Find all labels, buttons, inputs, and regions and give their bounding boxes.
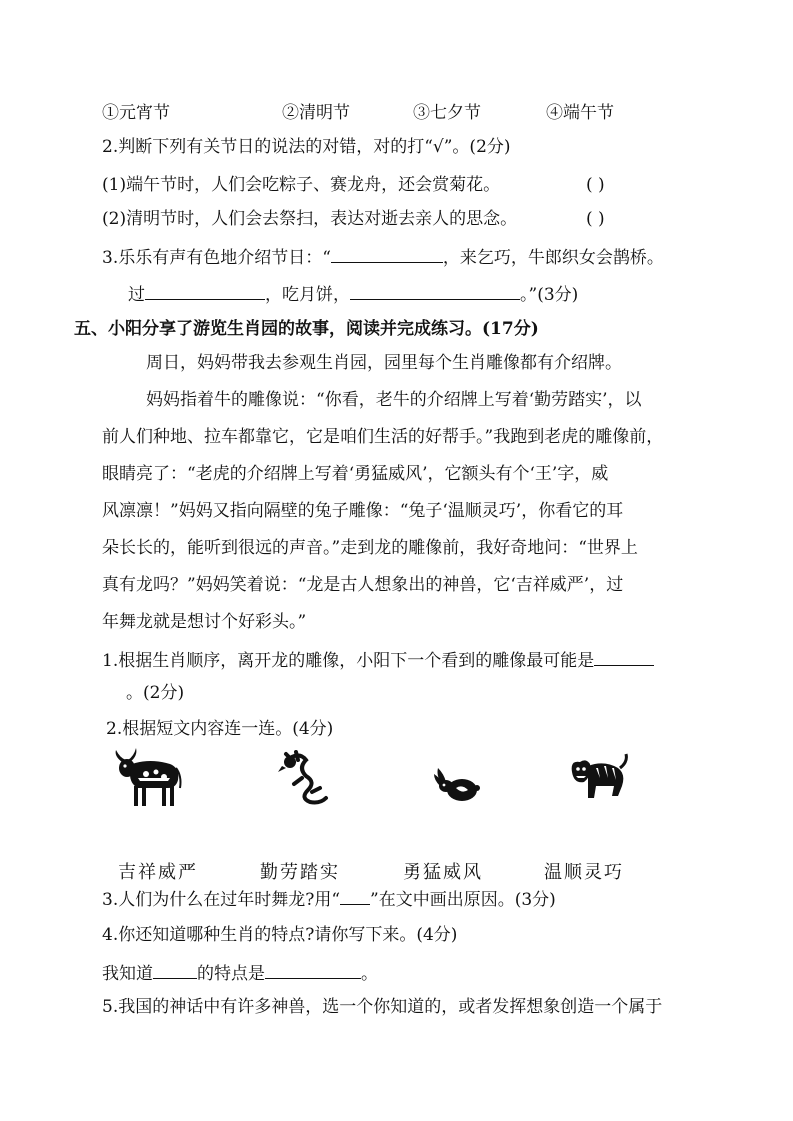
passage-line-4: 风凛凛！”妈妈又指向隔壁的兔子雕像：“兔子‘温顺灵巧’，你看它的耳 — [102, 501, 624, 521]
passage-line-3: 眼睛亮了：“老虎的介绍牌上写着‘勇猛威风’，它额头有个‘王’字，威 — [102, 464, 609, 484]
passage-line-1: 妈妈指着牛的雕像说：“你看，老牛的介绍牌上写着‘勤劳踏实’，以 — [146, 390, 642, 410]
s5-question-3-text-b: ”在文中画出原因。(3分) — [370, 890, 556, 910]
option-qingming: ②清明节 — [282, 103, 350, 123]
question-3-text-b: ，来乞巧，牛郎织女会鹊桥。 — [442, 248, 664, 268]
s5-question-4: 4.你还知道哪种生肖的特点?请你写下来。(4分) — [102, 925, 458, 945]
passage-line-5: 朵长长的，能听到很远的声音。”走到龙的雕像前，我好奇地问：“世界上 — [102, 538, 638, 558]
option-yuanxiao: ①元宵节 — [102, 103, 170, 123]
s5-question-1 — [102, 648, 654, 672]
section-5-title: 五、小阳分享了游览生肖园的故事，阅读并完成练习。(17分) — [74, 319, 539, 339]
question-3-line-1 — [102, 245, 664, 269]
question-3-line-2 — [128, 282, 578, 306]
s5-question-4-text-a: 我知道 — [102, 964, 153, 984]
option-qixi: ③七夕节 — [413, 103, 481, 123]
s5-question-5: 5.我国的神话中有许多神兽，选一个你知道的，或者发挥想象创造一个属于 — [102, 997, 663, 1017]
passage-line-7: 年舞龙就是想讨个好彩头。” — [102, 612, 307, 632]
caption-gentle: 温顺灵巧 — [544, 862, 624, 883]
answer-paren-1[interactable]: ( ) — [586, 175, 605, 195]
answer-blank-next-zodiac[interactable] — [594, 648, 654, 666]
passage-line-6: 真有龙吗？”妈妈笑着说：“龙是古人想象出的神兽，它‘吉祥威严’，过 — [102, 575, 624, 595]
ox-picture — [110, 744, 184, 810]
answer-blank-festival-1[interactable] — [331, 245, 443, 263]
caption-hardworking: 勤劳踏实 — [260, 862, 340, 883]
s5-question-3-text-a: 3.人们为什么在过年时舞龙?用“ — [102, 890, 341, 910]
answer-blank-festival-2[interactable] — [145, 282, 265, 300]
question-3-text-d: ，吃月饼， — [265, 285, 350, 305]
s5-question-4-text-b: 的特点是 — [197, 964, 265, 984]
underline-mark-sample — [340, 887, 370, 905]
question-2-item-1: (1)端午节时，人们会吃粽子、赛龙舟，还会赏菊花。 — [102, 175, 501, 195]
dragon-picture — [276, 748, 334, 808]
caption-auspicious: 吉祥威严 — [118, 862, 198, 883]
question-3-text-e: 。”(3分) — [520, 285, 579, 305]
s5-question-2: 2.根据短文内容连一连。(4分) — [106, 719, 334, 739]
s5-question-4-text-c: 。 — [361, 964, 378, 984]
question-2-stem: 2.判断下列有关节日的说法的对错，对的打“√”。(2分) — [102, 137, 511, 157]
tiger-picture — [566, 752, 630, 804]
caption-brave: 勇猛威风 — [403, 862, 483, 883]
s5-question-1-text: 1.根据生肖顺序，离开龙的雕像，小阳下一个看到的雕像最可能是 — [102, 651, 595, 671]
passage-paragraph-1: 周日，妈妈带我去参观生肖园，园里每个生肖雕像都有介绍牌。 — [146, 353, 622, 373]
answer-paren-2[interactable]: ( ) — [586, 209, 605, 229]
s5-question-3 — [102, 887, 556, 911]
passage-line-2: 前人们种地、拉车都靠它，它是咱们生活的好帮手。”我跑到老虎的雕像前， — [102, 427, 664, 447]
question-3-text-c: 过 — [128, 285, 145, 305]
answer-blank-custom[interactable] — [350, 282, 520, 300]
answer-blank-zodiac[interactable] — [153, 961, 197, 979]
question-2-item-2: (2)清明节时，人们会去祭扫，表达对逝去亲人的思念。 — [102, 209, 518, 229]
s5-question-4-answer-line — [102, 961, 378, 985]
rabbit-picture — [432, 764, 480, 802]
option-duanwu: ④端午节 — [546, 103, 614, 123]
question-3-text-a: 3.乐乐有声有色地介绍节日：“ — [102, 248, 331, 268]
answer-blank-trait[interactable] — [265, 961, 361, 979]
s5-question-1-score: 。(2分) — [126, 683, 185, 703]
